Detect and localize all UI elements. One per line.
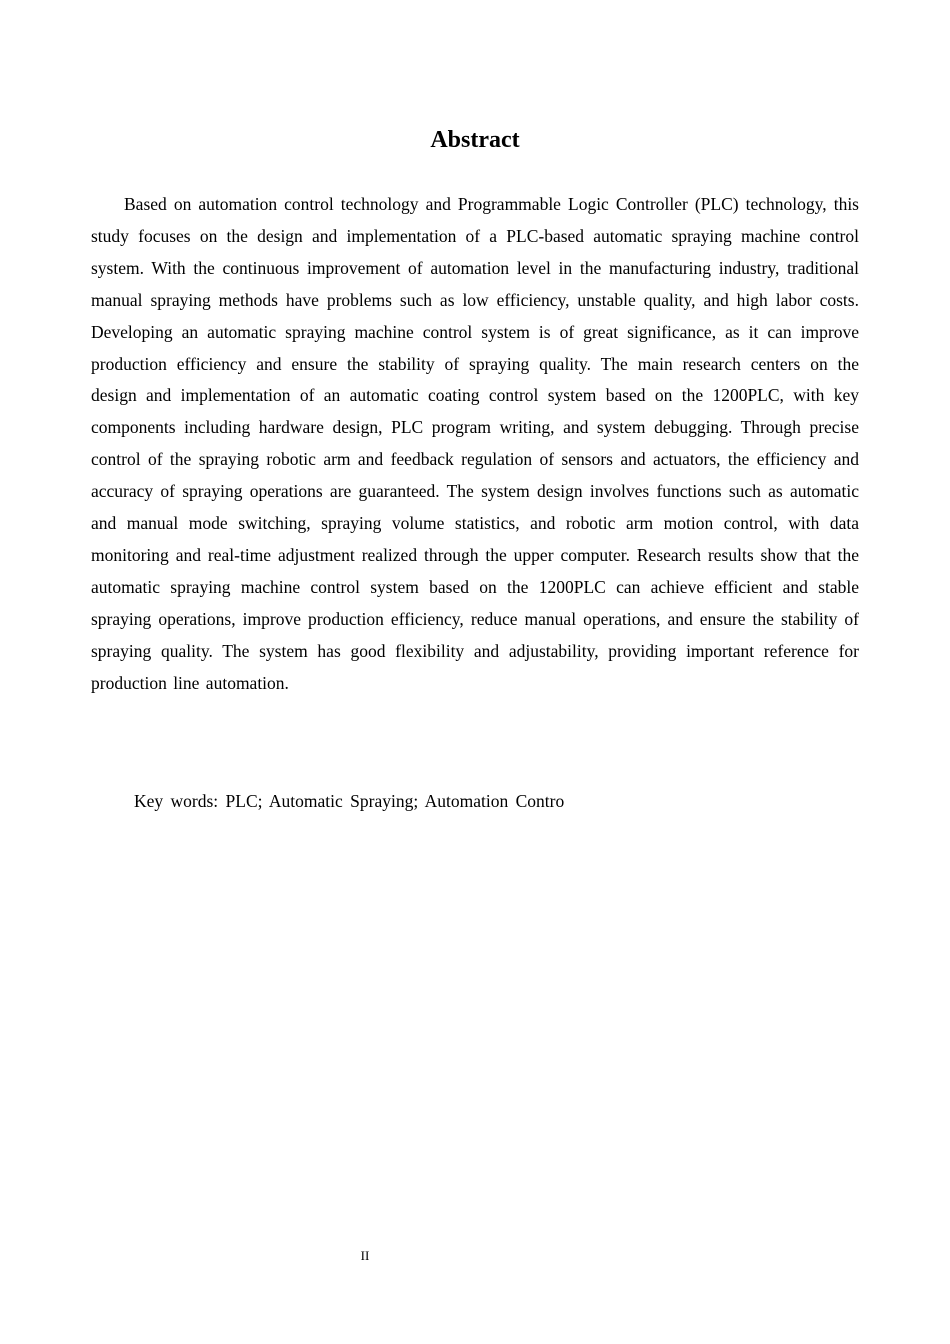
abstract-title: Abstract [430,127,520,153]
abstract-body: Based on automation control technology and Programmable Logic Controller (PLC) technology, this study focuses on the design and implementation of a PLC-based automatic spraying machine control system. With the continuous improvement of automation level in the manufacturing industry, traditional manual spraying methods have problems such as low efficiency, unstable quality, and high labor costs. Developing an automatic spraying machine control system is of great significance, as it can improve production efficiency and ensure the stability of spraying quality. The main research centers on the design and implementation of an automatic coating control system based on the 1200PLC, with key components including hardware design, PLC program writing, and system debugging. Through precise control of the spraying robotic arm and feedback regulation of sensors and actuators, the efficiency and accuracy of spraying operations are guaranteed. The system design involves functions such as automatic and manual mode switching, spraying volume statistics, and robotic arm motion control, with data monitoring and real-time adjustment realized through the upper computer. Research results show that the automatic spraying machine control system based on the 1200PLC can achieve efficient and stable spraying operations, improve production efficiency, reduce manual operations, and ensure the stability of spraying quality. The system has good flexibility and adjustability, providing important reference for production line automation. [91,194,859,693]
keywords-line: Key words: PLC; Automatic Spraying; Automation Contro [134,791,565,811]
page-number: II [360,1248,370,1263]
